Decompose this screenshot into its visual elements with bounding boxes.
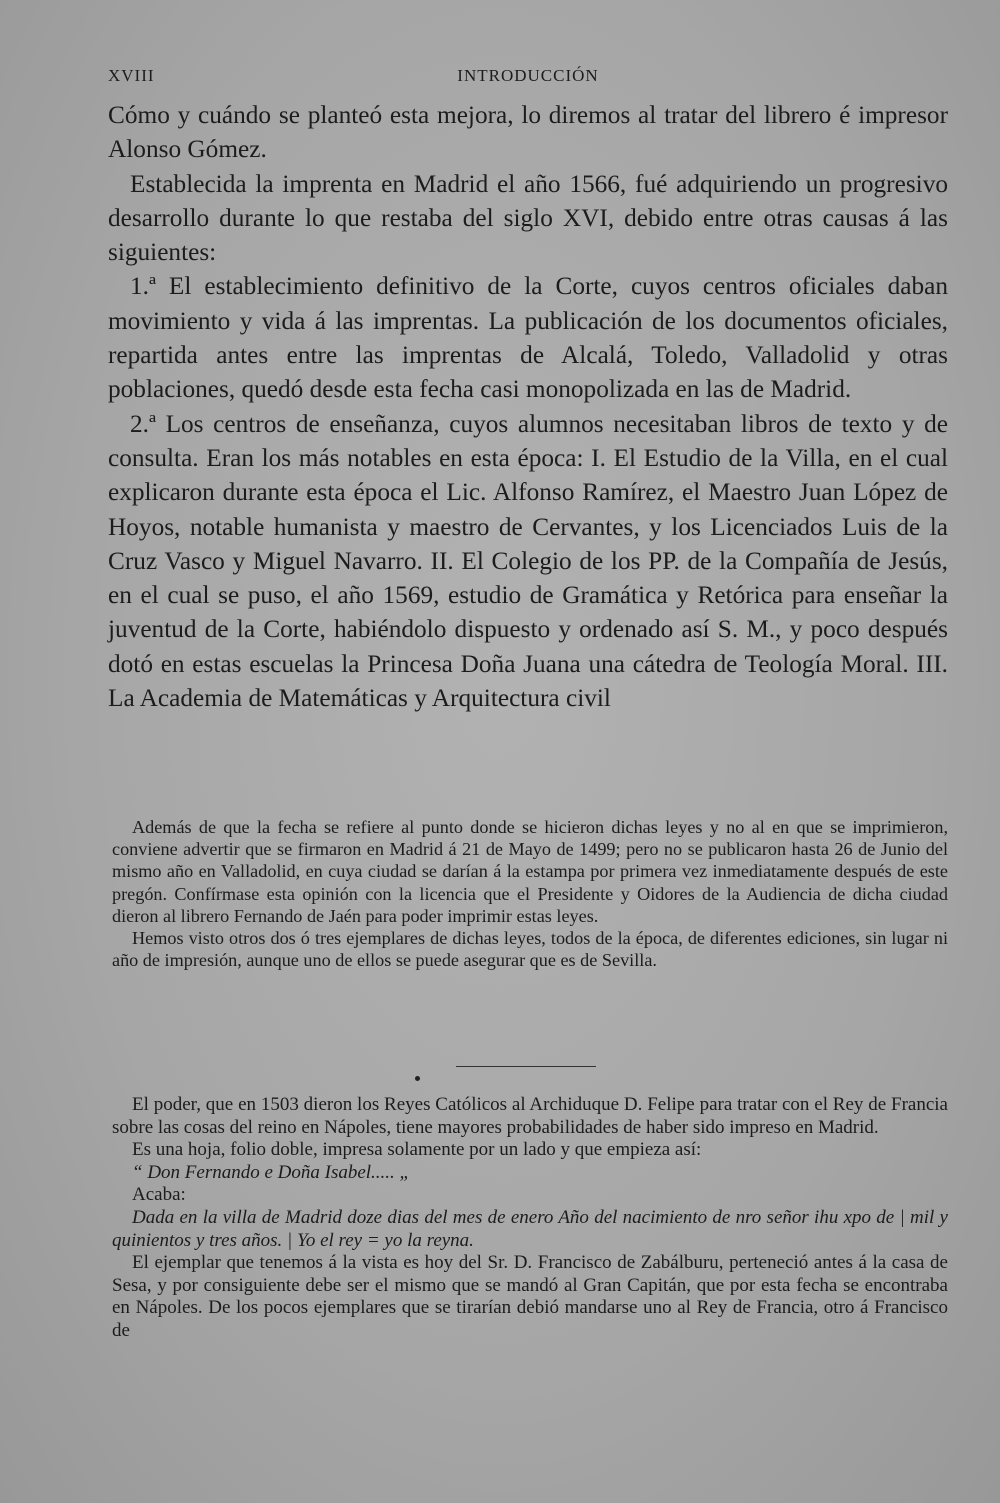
paragraph: Cómo y cuándo se planteó esta mejora, lo diremos al tratar del librero é impresor Alonso Gómez.	[108, 101, 948, 164]
paragraph: Establecida la imprenta en Madrid el año 1566, fué adquiriendo un progresivo desarrollo durante lo que restaba del siglo XVI, debido entre otras causas á las siguientes:	[108, 169, 948, 267]
footnote-paragraph: El poder, que en 1503 dieron los Reyes Católicos al Archiduque D. Felipe para tratar con el Rey de Francia sobre las cosas del reino en Nápoles, tiene mayores probabilidades de haber sido impreso en Madrid.	[112, 1094, 948, 1138]
ornament-dot	[415, 1076, 420, 1081]
separator-rule	[456, 1066, 596, 1067]
running-title: INTRODUCCIÓN	[457, 66, 599, 85]
page-header	[108, 66, 948, 90]
footnote-paragraph: El ejemplar que tenemos á la vista es hoy del Sr. D. Francisco de Zabálburu, perteneció antes á la casa de Sesa, y por consiguiente debe ser el mismo que se mandó al Gran Capitán, que por esta fecha se encontraba en Nápoles. De los pocos ejemplares que se tirarían debió mandarse uno al Rey de Francia, otro á Francisco de	[112, 1252, 948, 1341]
incipit-quote: “ Don Fernando e Doña Isabel..... „	[132, 1161, 411, 1183]
footnote-paragraph: Además de que la fecha se refiere al punto donde se hicieron dichas leyes y no al en que se imprimieron, conviene advertir que se firmaron en Madrid á 21 de Mayo de 1499; pero no se publicaron hasta 26 de Junio del mismo año en Valladolid, en cuya ciudad se darían á la estampa por primera vez inmediatamente después de este pregón. Confírmase esta opinión con la licencia que el Presidente y Oidores de la Audiencia de dicha ciudad dieron al librero Fernando de Jaén para poder imprimir estas leyes.	[112, 817, 948, 926]
footnote-block-1	[112, 816, 948, 971]
footnote-block-2	[112, 1094, 948, 1343]
page-number: XVIII	[108, 66, 155, 85]
paragraph: 1.ª El establecimiento definitivo de la Corte, cuyos centros oficiales daban movimiento y vida á las imprentas. La publicación de los documentos oficiales, repartida antes entre las imprentas de Alcalá, Toledo, Valladolid y otras poblaciones, quedó desde esta fecha casi monopolizada en las de Madrid.	[108, 272, 948, 404]
footnote-paragraph: Hemos visto otros dos ó tres ejemplares de dichas leyes, todos de la época, de diferentes ediciones, sin lugar ni año de impresión, aunque uno de ellos se puede asegurar que es de Sevilla.	[112, 928, 948, 971]
footnote-paragraph: Es una hoja, folio doble, impresa solamente por un lado y que empieza así:	[132, 1139, 702, 1161]
main-text	[108, 98, 948, 715]
closing-quote: Dada en la villa de Madrid doze dias del mes de enero Año del nacimiento de nro señor ihu xpo de | mil y quinientos y tres años. | Yo el rey = yo la reyna.	[112, 1206, 948, 1251]
paragraph: 2.ª Los centros de enseñanza, cuyos alumnos necesitaban libros de texto y de consulta. Eran los más notables en esta época: I. El Estudio de la Villa, en el cual explicaron durante esta época el Lic. Alfonso Ramírez, el Maestro Juan López de Hoyos, notable humanista y maestro de Cervantes, y los Licenciados Luis de la Cruz Vasco y Miguel Navarro. II. El Colegio de los PP. de la Compañía de Jesús, en el cual se puso, el año 1569, estudio de Gramática y Retórica para enseñar la juventud de la Corte, habiéndolo dispuesto y ordenado así S. M., y poco después dotó en estas escuelas la Princesa Doña Juana una cátedra de Teología Moral. III. La Academia de Matemáticas y Arquitectura civil	[108, 409, 948, 713]
acaba-label: Acaba:	[132, 1184, 186, 1206]
